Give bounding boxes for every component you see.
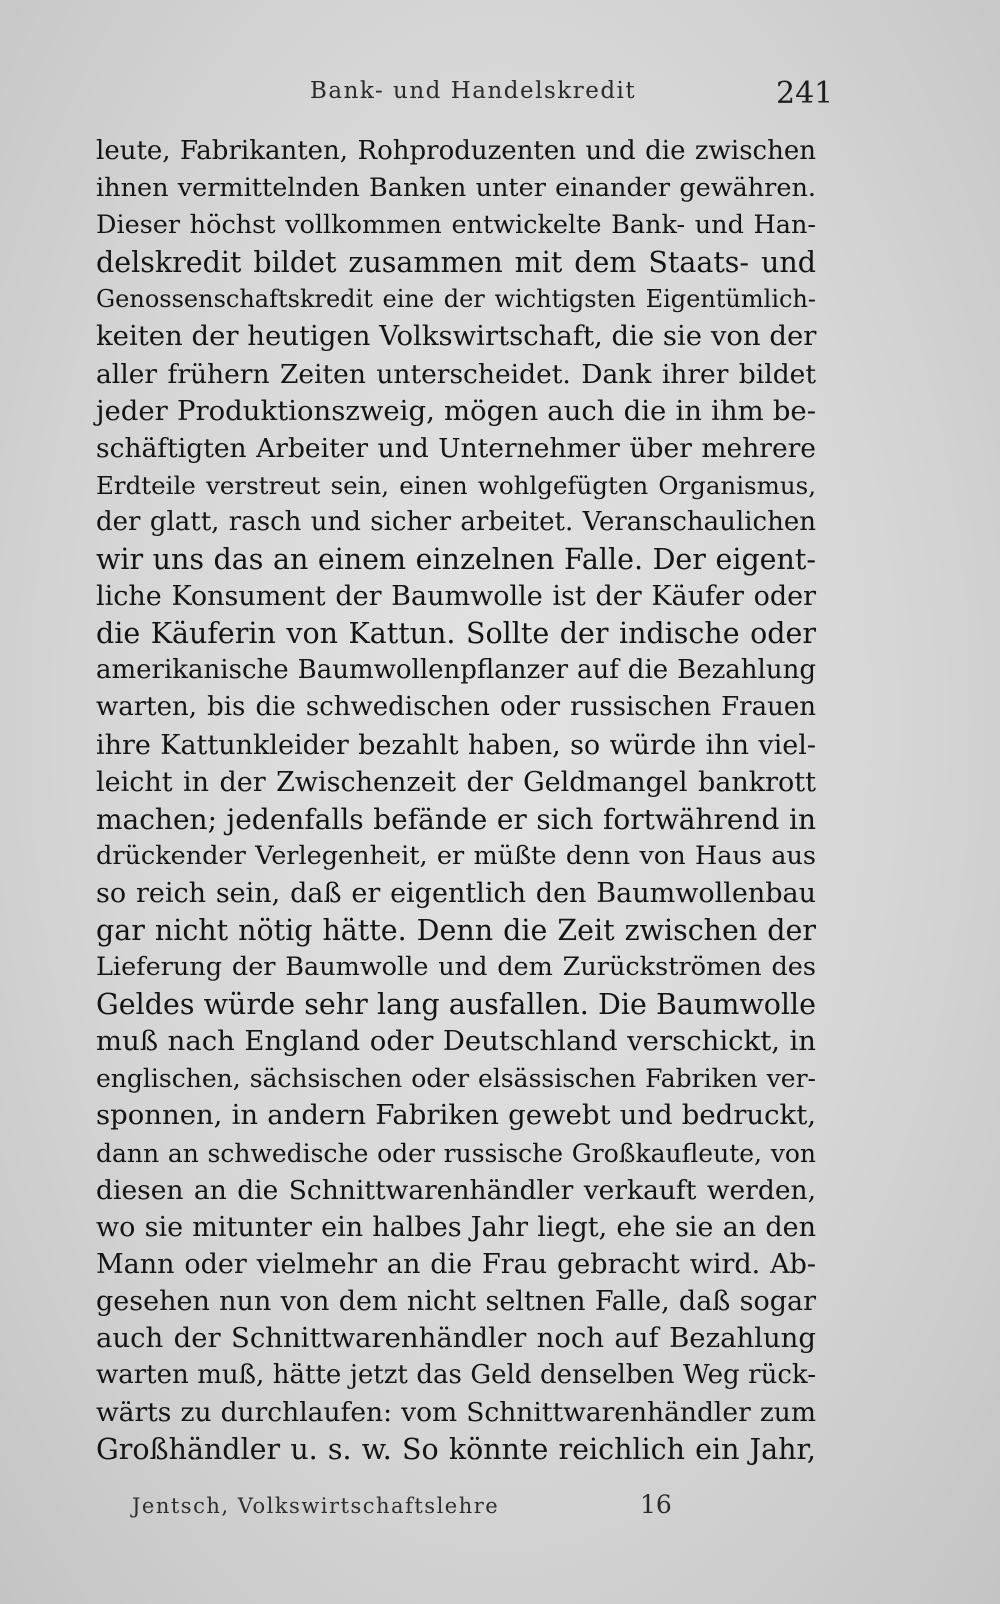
- text-line: schäftigten Arbeiter und Unternehmer über mehrere: [96, 432, 816, 464]
- text-line: dann an schwedische oder russische Großkaufleute, von: [96, 1138, 816, 1168]
- text-line: gesehen nun von dem nicht seltnen Falle, daß sogar: [96, 1285, 816, 1317]
- text-line: warten, bis die schwedischen oder russischen Frauen: [96, 692, 816, 723]
- text-line: ihnen vermittelnden Banken unter einander gewähren.: [96, 173, 816, 204]
- text-line: gar nicht nötig hätte. Denn die Zeit zwischen der: [96, 913, 816, 947]
- text-line: die Käuferin von Kattun. Sollte der indische oder: [96, 617, 816, 651]
- text-line: sponnen, in andern Fabriken gewebt und bedruckt,: [96, 1099, 816, 1132]
- text-line: Mann oder vielmehr an die Frau gebracht wird. Ab-: [96, 1248, 816, 1280]
- text-line: Großhändler u. s. w. So könnte reichlich ein Jahr,: [96, 1433, 816, 1467]
- text-line: machen; jedenfalls befände er sich fortwährend in: [96, 802, 816, 836]
- text-line: Genossenschaftskredit eine der wichtigsten Eigentümlich-: [96, 285, 816, 314]
- text-line: englischen, sächsischen oder elsässischen Fabriken ver-: [96, 1064, 816, 1094]
- text-line: wo sie mitunter ein halbes Jahr liegt, ehe sie an den: [96, 1211, 816, 1243]
- text-line: Lieferung der Baumwolle und dem Zurückströmen des: [96, 952, 816, 983]
- page-footer: [0, 1490, 1000, 1526]
- text-line: leute, Fabrikanten, Rohproduzenten und die zwischen: [96, 136, 816, 166]
- text-line: ihre Kattunkleider bezahlt haben, so würde ihn viel-: [96, 729, 816, 761]
- text-line: delskredit bildet zusammen mit dem Staats- und: [96, 246, 816, 280]
- text-line: aller frühern Zeiten unterscheidet. Dank ihrer bildet: [96, 358, 816, 390]
- text-line: warten muß, hätte jetzt das Geld denselben Weg rück-: [96, 1360, 816, 1391]
- body-text: [96, 133, 816, 1468]
- text-line: so reich sein, daß er eigentlich den Baumwollenbau: [96, 877, 816, 909]
- text-line: auch der Schnittwarenhändler noch auf Bezahlung: [96, 1322, 816, 1354]
- text-line: Erdteile verstreut sein, einen wohlgefügten Organismus,: [96, 470, 816, 500]
- text-line: keiten der heutigen Volkswirtschaft, die sie von der: [96, 320, 817, 353]
- text-line: drückender Verlegenheit, er müßte denn von Haus aus: [96, 840, 816, 871]
- text-line: der glatt, rasch und sicher arbeitet. Veranschaulichen: [96, 506, 816, 537]
- text-line: Dieser höchst vollkommen entwickelte Bank- und Han-: [96, 210, 816, 241]
- text-line: liche Konsument der Baumwolle ist der Käufer oder: [96, 581, 816, 613]
- running-title: Bank- und Handelskredit: [310, 78, 637, 104]
- text-line: Geldes würde sehr lang ausfallen. Die Baumwolle: [96, 988, 816, 1022]
- text-line: diesen an die Schnittwarenhändler verkauft werden,: [96, 1174, 816, 1206]
- text-line: wir uns das an einem einzelnen Falle. Der eigent-: [96, 543, 816, 577]
- sheet-number: 16: [640, 1490, 672, 1519]
- text-line: muß nach England oder Deutschland verschickt, in: [96, 1025, 816, 1058]
- signature-line: Jentsch, Volkswirtschaftslehre: [132, 1494, 500, 1518]
- text-line: wärts zu durchlaufen: vom Schnittwarenhändler zum: [96, 1397, 816, 1429]
- page-number: 241: [776, 76, 834, 111]
- text-line: amerikanische Baumwollenpflanzer auf die Bezahlung: [96, 655, 816, 686]
- text-line: jeder Produktionszweig, mögen auch die in ihm be-: [96, 394, 816, 427]
- running-head: [0, 76, 1000, 116]
- text-line: leicht in der Zwischenzeit der Geldmangel bankrott: [96, 766, 816, 798]
